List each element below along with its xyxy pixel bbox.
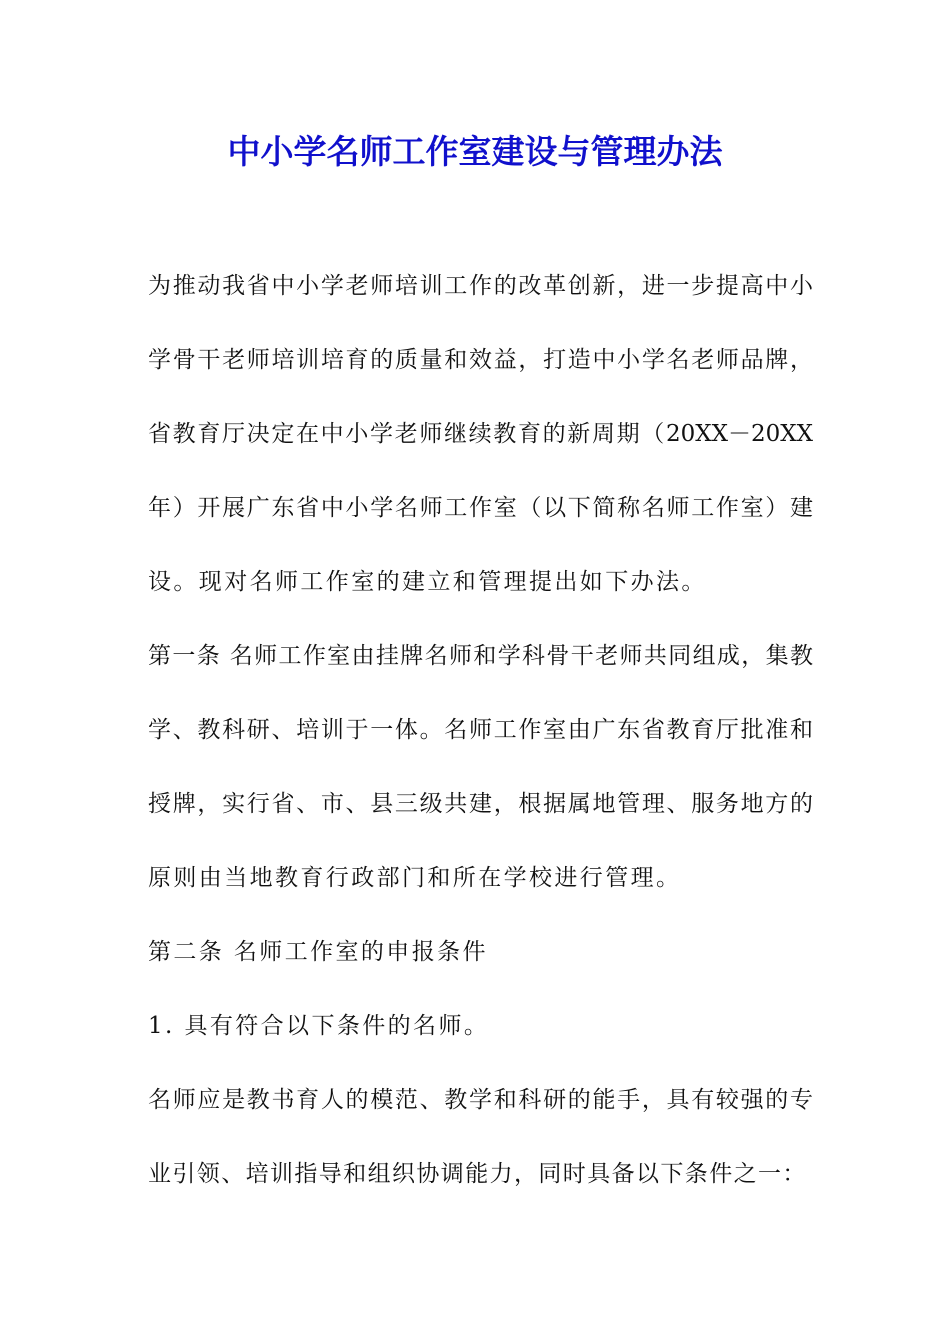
body-line: 名师应是教书育人的模范、教学和科研的能手，具有较强的专 [148,1087,813,1113]
body-line: 业引领、培训指导和组织协调能力，同时具备以下条件之一： [148,1161,807,1187]
body-line: 为推动我省中小学老师培训工作的改革创新，进一步提高中小 [148,273,813,299]
body-line: 授牌，实行省、市、县三级共建，根据属地管理、服务地方的 [148,791,813,817]
list-item-line: 1. 具有符合以下条件的名师。 [148,1013,490,1039]
article-heading-line: 第二条 名师工作室的申报条件 [148,939,488,965]
body-line: 省教育厅决定在中小学老师继续教育的新周期（20XX－20XX [148,421,813,447]
document-title: 中小学名师工作室建设与管理办法 [227,132,723,171]
article-heading-line: 第一条 名师工作室由挂牌名师和学科骨干老师共同组成，集教 [148,643,813,669]
body-line: 设。现对名师工作室的建立和管理提出如下办法。 [148,569,707,595]
body-line: 学骨干老师培训培育的质量和效益，打造中小学名老师品牌， [148,347,813,373]
document-body [148,258,813,1220]
body-line: 学、教科研、培训于一体。名师工作室由广东省教育厅批准和 [148,717,813,743]
body-line: 原则由当地教育行政部门和所在学校进行管理。 [148,865,682,891]
body-line: 年）开展广东省中小学名师工作室（以下简称名师工作室）建 [148,495,813,521]
